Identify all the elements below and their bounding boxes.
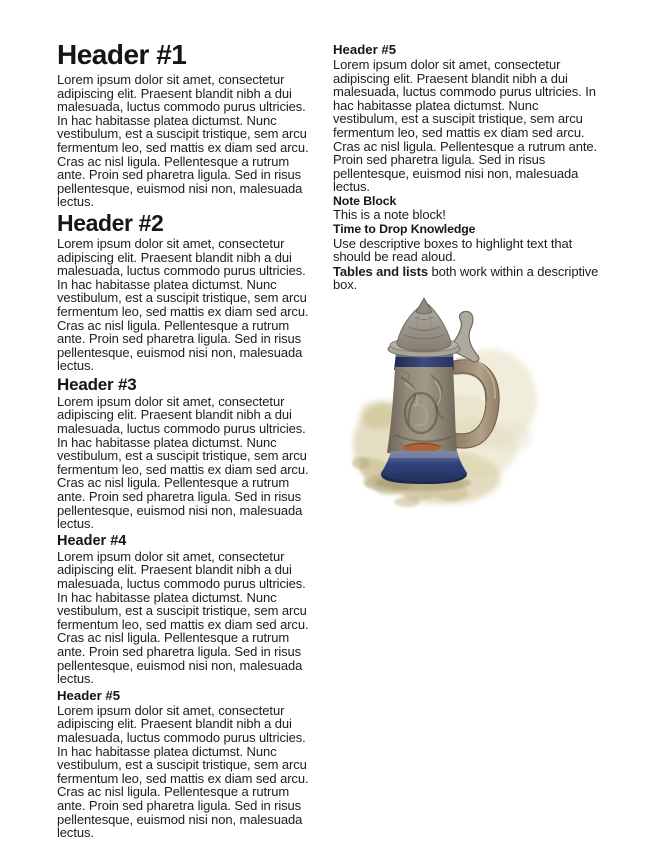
beer-stein-illustration xyxy=(343,297,543,517)
stein-lid xyxy=(388,298,460,357)
paragraph: Lorem ipsum dolor sit amet, consectetur adipiscing elit. Praesent blandit nibh a dui malesuada, luctus commodo purus ultricies. In hac habitasse platea dictumst. Nunc vestibulum, est a suscipit tristique, sem arcu fermentum leo, sed mattis ex diam sed arcu. Cras ac nisl ligula. Pellentesque a rutrum ante. Proin sed pharetra ligula. Sed in risus pellentesque, euismod nisi non, malesuada lectus. xyxy=(57,548,309,687)
tables-lead: Tables and lists xyxy=(333,263,428,279)
paragraph: Lorem ipsum dolor sit amet, consectetur adipiscing elit. Praesent blandit nibh a dui malesuada, luctus commodo purus ultricies. In hac habitasse platea dictumst. Nunc vestibulum, est a suscipit tristique, sem arcu fermentum leo, sed mattis ex diam sed arcu. Cras ac nisl ligula. Pellentesque a rutrum ante. Proin sed pharetra ligula. Sed in risus pellentesque, euismod nisi non, malesuada lectus. xyxy=(57,393,309,532)
header-3: Header #3 xyxy=(57,374,137,394)
header-2: Header #2 xyxy=(57,209,164,236)
stein-thumblift xyxy=(449,311,479,362)
stein-body xyxy=(387,367,457,453)
beer-stein-image xyxy=(343,297,543,517)
paragraph: Lorem ipsum dolor sit amet, consectetur adipiscing elit. Praesent blandit nibh a dui malesuada, luctus commodo purus ultricies. In hac habitasse platea dictumst. Nunc vestibulum, est a suscipit tristique, sem arcu fermentum leo, sed mattis ex diam sed arcu. Cras ac nisl ligula. Pellentesque a rutrum ante. Proin sed pharetra ligula. Sed in risus pellentesque, euismod nisi non, malesuada lectus. xyxy=(57,72,309,210)
note-block-title: Note Block xyxy=(333,193,397,208)
header-5-right: Header #5 xyxy=(333,42,397,57)
tables-rest: both work within a descriptive box. xyxy=(333,263,599,293)
stein-base xyxy=(381,451,467,484)
tables-text xyxy=(333,265,599,292)
knowledge-title: Time to Drop Knowledge xyxy=(333,222,476,237)
knowledge-text: Use descriptive boxes to highlight text that should be read aloud. xyxy=(333,235,573,265)
right-column xyxy=(333,40,599,517)
header-5: Header #5 xyxy=(57,687,121,703)
paragraph: Lorem ipsum dolor sit amet, consectetur adipiscing elit. Praesent blandit nibh a dui malesuada, luctus commodo purus ultricies. In hac habitasse platea dictumst. Nunc vestibulum, est a suscipit tristique, sem arcu fermentum leo, sed mattis ex diam sed arcu. Cras ac nisl ligula. Pellentesque a rutrum ante. Proin sed pharetra ligula. Sed in risus pellentesque, euismod nisi non, malesuada lectus. xyxy=(57,702,309,841)
paragraph: Lorem ipsum dolor sit amet, consectetur adipiscing elit. Praesent blandit nibh a dui malesuada, luctus commodo purus ultricies. In hac habitasse platea dictumst. Nunc vestibulum, est a suscipit tristique, sem arcu fermentum leo, sed mattis ex diam sed arcu. Cras ac nisl ligula. Pellentesque a rutrum ante. Proin sed pharetra ligula. Sed in risus pellentesque, euismod nisi non, malesuada lectus. xyxy=(333,57,598,195)
header-1: Header #1 xyxy=(57,39,187,70)
note-block-text: This is a note block! xyxy=(333,207,446,223)
header-4: Header #4 xyxy=(57,532,127,549)
left-column xyxy=(57,40,317,841)
paragraph: Lorem ipsum dolor sit amet, consectetur adipiscing elit. Praesent blandit nibh a dui malesuada, luctus commodo purus ultricies. In hac habitasse platea dictumst. Nunc vestibulum, est a suscipit tristique, sem arcu fermentum leo, sed mattis ex diam sed arcu. Cras ac nisl ligula. Pellentesque a rutrum ante. Proin sed pharetra ligula. Sed in risus pellentesque, euismod nisi non, malesuada lectus. xyxy=(57,235,309,374)
